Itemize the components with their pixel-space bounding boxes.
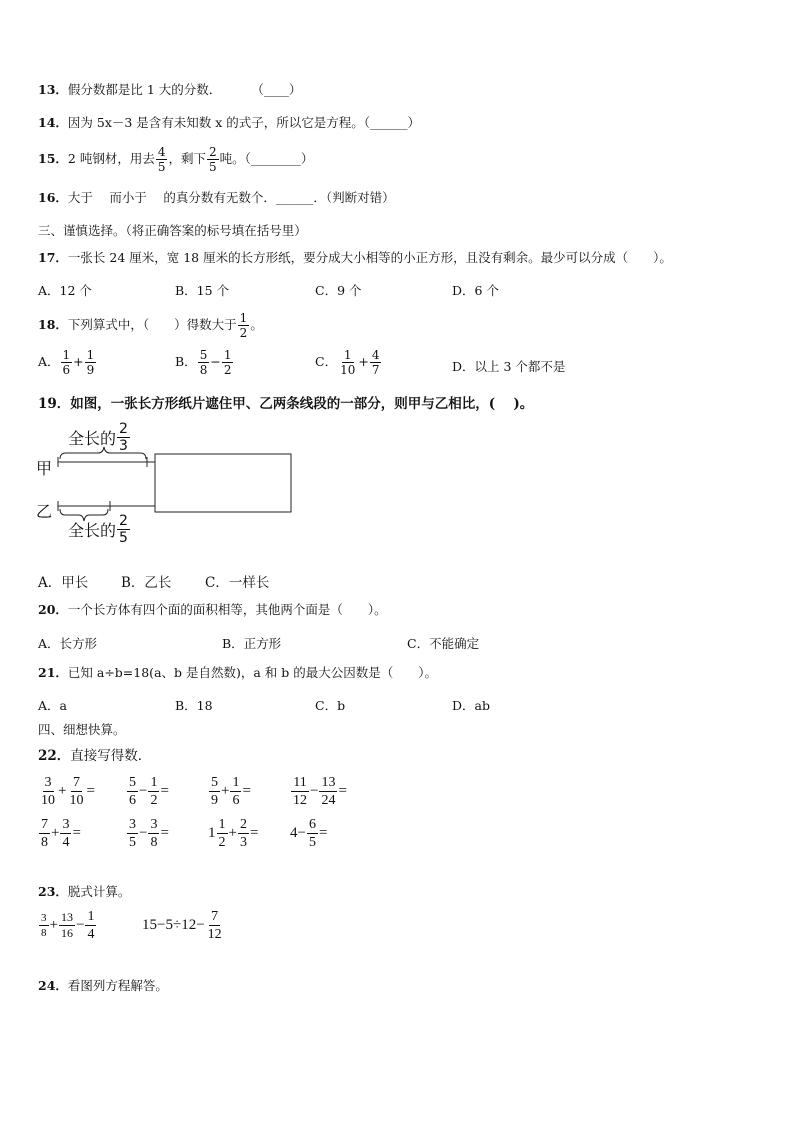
q17-number: 17． — [38, 250, 68, 265]
q22-expr-6: $\frac{3}{5}$ − $\frac{3}{8}$ = — [129, 817, 169, 850]
q13-number: 13． — [38, 82, 68, 97]
q15-fraction-left: $\frac{2}{5}$ — [209, 145, 217, 174]
section-3-heading: 三、谨慎选择。（将正确答案的标号填在括号里） — [38, 223, 307, 238]
label-yi: 乙 — [36, 502, 53, 521]
question-15 — [38, 146, 313, 173]
q13-text: 假分数都是比 1 大的分数． — [67, 82, 222, 97]
q22-expr-3: $\frac{5}{9}$ + $\frac{1}{6}$ = — [211, 775, 251, 808]
q22-expr-7: 1 $\frac{1}{2}$ + $\frac{2}{3}$ = — [208, 817, 259, 850]
q24-text: 看图列方程解答。 — [67, 978, 168, 993]
q20-option-c: C．不能确定 — [407, 636, 480, 651]
q13-bracket: （____） — [251, 82, 302, 97]
q23-expr-1: $\frac{3}{8}$ + $\frac{13}{16}$ − $\frac{1}{4}$ — [41, 909, 95, 942]
q18-option-b: B． $\frac{5}{8}$ − $\frac{1}{2}$ — [175, 348, 232, 377]
q18-post: 。 — [250, 317, 263, 332]
question-14 — [38, 114, 420, 132]
q23-expr-2: 15−5÷12− $\frac{7}{12}$ — [142, 909, 222, 942]
question-21 — [38, 664, 437, 682]
q21-text: 已知 a÷b=18(a、b 是自然数)，a 和 b 的最大公因数是（ ）。 — [67, 665, 437, 680]
q15-fraction-used: $\frac{4}{5}$ — [157, 145, 166, 174]
q15-pre: 2 吨钢材，用去 — [67, 151, 155, 166]
q22-expr-1: $\frac{3}{10}$ + $\frac{7}{10}$ = — [41, 775, 95, 808]
label-jia: 甲 — [36, 459, 53, 478]
q20-option-b: B．正方形 — [222, 636, 282, 651]
q18-number: 18． — [38, 317, 68, 332]
q19-text: 如图，一张长方形纸片遮住甲、乙两条线段的一部分，则甲与乙相比，( )。 — [70, 396, 534, 412]
question-24 — [38, 977, 168, 995]
q19-option-b: B．乙长 — [121, 575, 172, 591]
q20-text: 一个长方体有四个面的面积相等，其他两个面是（ ）。 — [67, 602, 387, 617]
question-13 — [38, 81, 301, 99]
q18-option-d: D．以上 3 个都不是 — [452, 359, 566, 374]
q19-diagram — [36, 422, 306, 552]
q18-option-a: A． $\frac{1}{6}$ + $\frac{1}{9}$ — [38, 348, 95, 377]
q15-post: 吨。（________） — [219, 151, 314, 166]
q16-number: 16． — [38, 190, 68, 205]
q24-number: 24． — [38, 978, 68, 993]
covering-rectangle — [155, 454, 291, 512]
q21-option-c: C．b — [315, 698, 346, 713]
q21-option-d: D．ab — [452, 698, 490, 713]
question-23 — [38, 883, 130, 901]
question-20 — [38, 601, 387, 619]
q22-expr-4: $\frac{11}{12}$ − $\frac{13}{24}$ = — [293, 775, 347, 808]
q21-number: 21． — [38, 665, 68, 680]
question-18 — [38, 310, 263, 340]
q17-option-c: C．9 个 — [315, 283, 362, 298]
q23-text: 脱式计算。 — [67, 884, 131, 899]
q22-expr-5: $\frac{7}{8}$ + $\frac{3}{4}$ = — [41, 817, 81, 850]
bottom-caption: 全长的 $\frac{2}{5}$ — [68, 513, 128, 546]
q22-text: 直接写得数． — [70, 748, 152, 764]
question-16 — [38, 189, 395, 207]
q22-expr-8: 4− $\frac{6}{5}$ = — [290, 817, 328, 850]
q20-option-a: A．长方形 — [38, 636, 98, 651]
question-19 — [38, 395, 533, 413]
q19-option-c: C．一样长 — [205, 575, 270, 591]
q19-option-a: A．甲长 — [38, 575, 89, 591]
q22-number: 22． — [38, 748, 71, 764]
q20-number: 20． — [38, 602, 68, 617]
q16-text: 大于 而小于 的真分数有无数个．______．（判断对错） — [67, 190, 395, 205]
top-caption: 全长的 $\frac{2}{3}$ — [68, 421, 128, 454]
q15-number: 15． — [38, 151, 68, 166]
q22-expr-2: $\frac{5}{6}$ − $\frac{1}{2}$ = — [129, 775, 169, 808]
q21-option-a: A．a — [38, 698, 67, 713]
q23-number: 23． — [38, 884, 68, 899]
question-22 — [38, 747, 151, 765]
question-17 — [38, 249, 672, 267]
q17-text: 一张长 24 厘米，宽 18 厘米的长方形纸，要分成大小相等的小正方形，且没有剩余。最少可以分成（ ）。 — [67, 250, 672, 265]
q14-text: 因为 5x－3 是含有未知数 x 的式子，所以它是方程。（______） — [67, 115, 421, 130]
q15-mid: ，剩下 — [168, 151, 206, 166]
q21-option-b: B．18 — [175, 698, 213, 713]
q18-half: $\frac{1}{2}$ — [239, 311, 248, 340]
q18-option-c: C． $\frac{1}{10}$ + $\frac{4}{7}$ — [315, 348, 380, 377]
q17-option-b: B．15 个 — [175, 283, 230, 298]
section-4-heading: 四、细想快算。 — [38, 722, 126, 737]
q18-pre: 下列算式中，（ ）得数大于 — [67, 317, 237, 332]
q14-number: 14． — [38, 115, 68, 130]
q19-number: 19． — [38, 396, 71, 412]
q17-option-a: A．12 个 — [38, 283, 92, 298]
q17-option-d: D．6 个 — [452, 283, 499, 298]
